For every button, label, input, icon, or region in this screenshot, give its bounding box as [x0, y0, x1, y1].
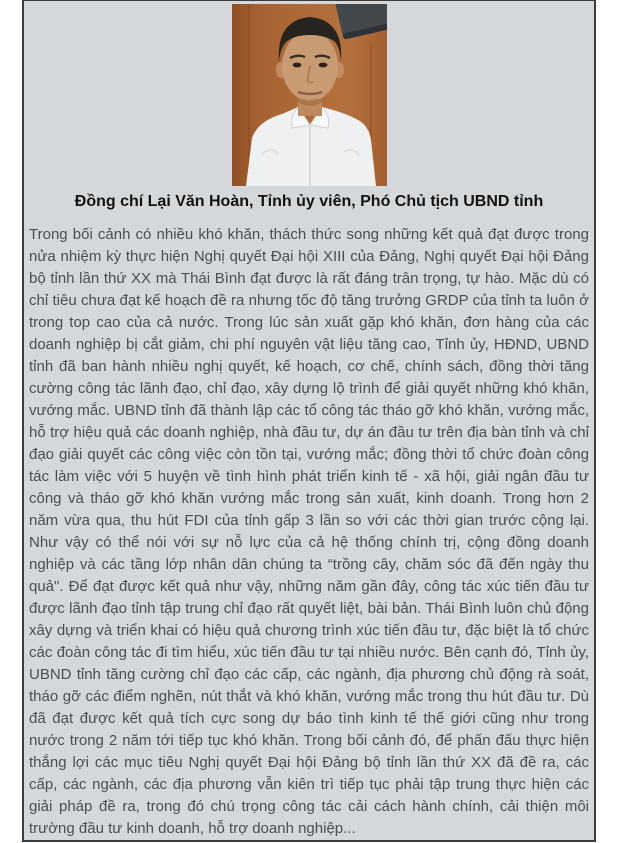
body-line: trường đầu tư kinh doanh, hỗ trợ doanh nghiệp...	[29, 820, 356, 837]
body-line: cường công tác lãnh đạo, chỉ đạo, xây dựng lộ trình để giải quyết những khó khăn,	[29, 380, 589, 397]
body-line: năm vừa qua, thu hút FDI của tỉnh gấp 3 lần so với các thời gian trước cộng lại.	[29, 512, 589, 529]
article-body	[24, 224, 594, 840]
body-line: vướng mắc. UBND tỉnh đã thành lập các tổ công tác tháo gỡ khó khăn, vướng mắc,	[29, 402, 589, 419]
body-line: Trong bối cảnh có nhiều khó khăn, thách thức song những kết quả đạt được trong	[29, 226, 589, 243]
body-line: đạo giải quyết các công việc còn tồn tại, vướng mắc; đồng thời tổ chức đoàn công	[29, 446, 589, 463]
body-line: nửa nhiệm kỳ thực hiện Nghị quyết Đại hội XIII của Đảng, Nghị quyết Đại hội Đảng	[29, 248, 589, 265]
article-panel	[22, 0, 596, 842]
body-line: bộ tỉnh lần thứ XX mà Thái Bình đạt được là rất đáng trân trọng, tự hào. Mặc dù có	[29, 270, 589, 287]
body-line: xây dựng và triển khai có hiệu quả chương trình xúc tiến đầu tư, đặc biệt là tổ chức	[29, 622, 589, 639]
body-line: trong top cao của cả nước. Trong lúc sản xuất gặp khó khăn, đơn hàng của các	[29, 314, 589, 331]
body-line: đã đạt được kết quả tích cực song dự báo tình kinh tế thế giới cũng như trong	[29, 710, 589, 727]
photo-caption: Đồng chí Lại Văn Hoàn, Tỉnh ủy viên, Phó Chủ tịch UBND tỉnh	[74, 193, 544, 210]
body-line: thắng lợi các mục tiêu Nghị quyết Đại hội Đảng bộ tỉnh lần thứ XX đã đề ra, các	[29, 754, 589, 771]
body-line: quả". Để đạt được kết quả như vậy, những năm gần đây, công tác xúc tiến đầu tư	[29, 578, 589, 595]
body-line: tỉnh đã ban hành nhiều nghị quyết, kế hoạch, cơ chế, chính sách, đồng thời tăng	[29, 358, 589, 375]
body-line: giải pháp đề ra, trong đó chú trọng công tác cải cách hành chính, cải thiện môi	[29, 798, 589, 815]
body-line: nước trong 2 năm tới tiếp tục khó khăn. Trong bối cảnh đó, để phấn đấu thực hiện	[29, 732, 589, 749]
body-line: cấp, các ngành, các địa phương vẫn kiên trì tiếp tục phải tập trung thực hiện các	[29, 776, 589, 793]
body-line: các đoàn công tác đi tìm hiểu, xúc tiến đầu tư tại nhiều nước. Bên cạnh đó, Tỉnh ủy,	[29, 644, 589, 661]
body-line: tác làm việc với 5 huyện về tình hình phát triển kinh tế - xã hội, giải ngân đầu tư	[29, 468, 589, 485]
body-line: tháo gỡ các điểm nghẽn, nút thắt và khó khăn, vướng mắc trong thu hút đầu tư. Dù	[29, 688, 589, 705]
body-line: hỗ trợ hiệu quả các doanh nghiệp, nhà đầu tư, dự án đầu tư trên địa bàn tỉnh và chỉ	[29, 424, 589, 441]
body-line: được lãnh đạo tỉnh tập trung chỉ đạo rất quyết liệt, bài bản. Thái Bình luôn chủ động	[29, 600, 589, 617]
body-line: nghiệp và các tầng lớp nhân dân chúng ta “trồng cây, chăm sóc đã đến ngày thu	[29, 556, 589, 573]
body-line: chỉ tiêu chưa đạt kế hoạch đề ra nhưng tốc độ tăng trưởng GRDP của tỉnh ta luôn ở	[29, 292, 589, 309]
body-line: Như vậy có thể nói với sự nỗ lực của cả hệ thống chính trị, cộng đồng doanh	[29, 534, 589, 551]
body-line: công và tháo gỡ khó khăn vướng mắc trong sản xuất, kinh doanh. Trong hơn 2	[29, 490, 589, 507]
body-line: doanh nghiệp bị cắt giảm, chi phí nguyên vật liệu tăng cao, Tỉnh ủy, HĐND, UBND	[29, 336, 589, 353]
body-line: UBND tỉnh tăng cường chỉ đạo các cấp, các ngành, địa phương chủ động rà soát,	[29, 666, 589, 683]
portrait-photo	[232, 4, 387, 186]
